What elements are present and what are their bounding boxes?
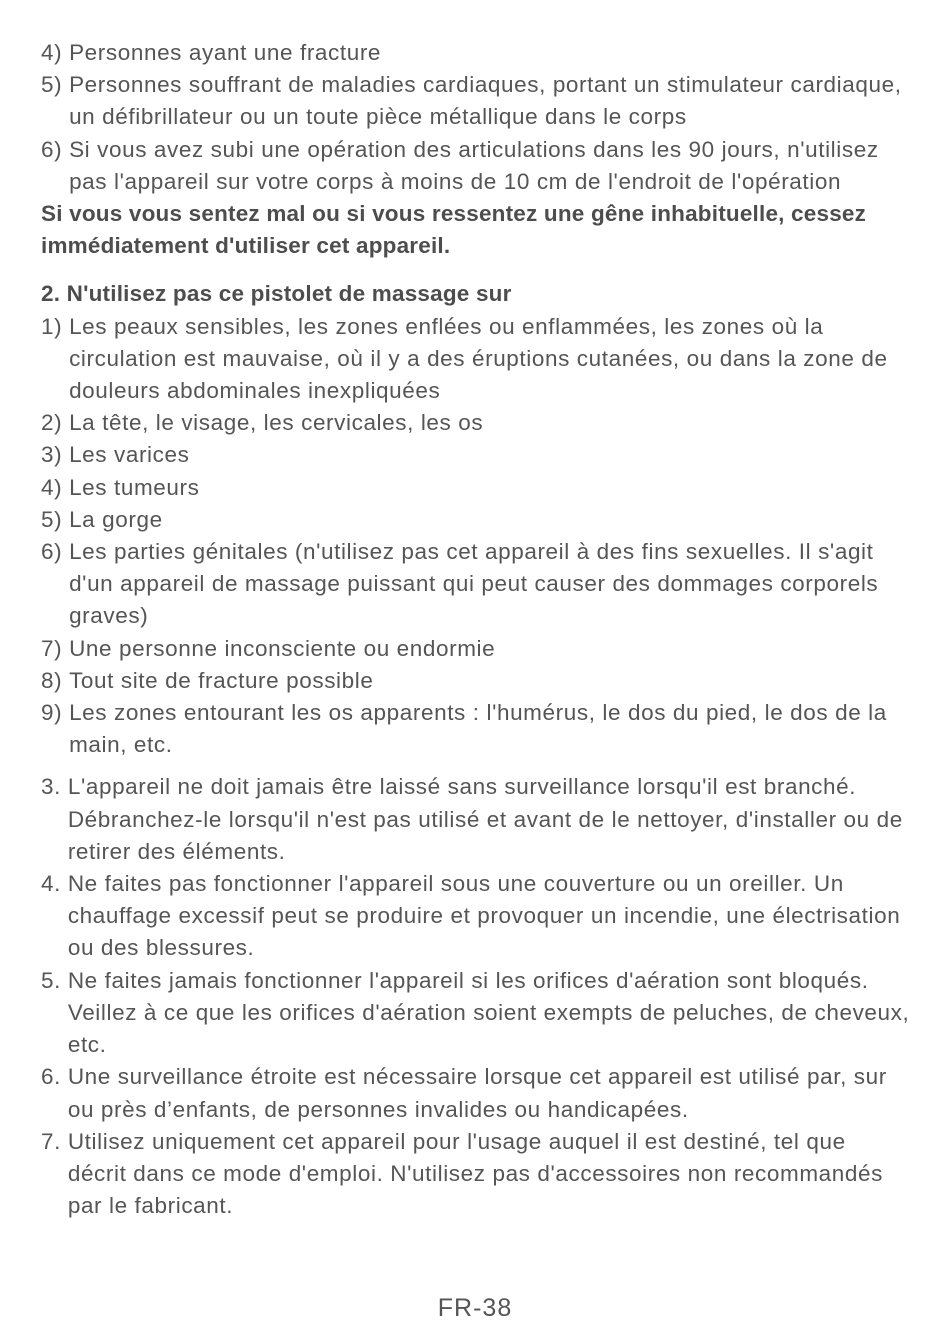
list-item [41, 134, 911, 198]
list-item-number: 5) [41, 506, 70, 532]
instruction-text: Utilisez uniquement cet appareil pour l'usage auquel il est destiné, tel que décrit dans ce mode d'emploi. N'utilisez pas d'accessoires non recommandés par le fabricant. [67, 1128, 883, 1219]
instruction-text: Ne faites pas fonctionner l'appareil sous une couverture ou un oreiller. Un chauffage excessif peut se produire et provoquer un incendie, une électrisation ou des blessures. [67, 871, 901, 961]
list-item [41, 504, 911, 536]
warning-text: Si vous vous sentez mal ou si vous ressentez une gêne inhabituelle, cessez immédiatement d'utiliser cet appareil. [41, 201, 867, 259]
numbered-instructions [41, 771, 911, 1222]
list-item-number: 1) [41, 313, 70, 339]
list-item [41, 37, 911, 69]
list-item-number: 8) [41, 667, 70, 693]
instruction-number: 3. [41, 774, 68, 800]
list-item [41, 407, 911, 439]
list-item-text: Tout site de fracture possible [69, 667, 374, 693]
list-item [41, 311, 911, 408]
manual-page [41, 37, 911, 1222]
list-item-number: 5) [41, 72, 70, 98]
list-item-number: 7) [41, 635, 70, 661]
list-item-text: Une personne inconsciente ou endormie [69, 635, 496, 661]
page-number: FR-38 [437, 1294, 513, 1322]
list-item-text: La tête, le visage, les cervicales, les os [69, 410, 484, 436]
list-item-text: Si vous avez subi une opération des articulations dans les 90 jours, n'utilisez pas l'appareil sur votre corps à moins de 10 cm de l'endroit de l'opération [69, 136, 879, 194]
list-item-number: 4) [41, 40, 70, 65]
instruction-item [41, 868, 911, 965]
contraindication-list [41, 37, 911, 198]
list-item-number: 4) [41, 474, 70, 500]
list-item [41, 69, 911, 133]
instruction-item [41, 1126, 911, 1223]
list-item [41, 472, 911, 504]
list-item-number: 2) [41, 410, 70, 436]
do-not-use-list [41, 311, 911, 762]
list-item-text: Personnes souffrant de maladies cardiaques, portant un stimulateur cardiaque, un défibrillateur ou un toute pièce métallique dans le corps [69, 72, 902, 130]
list-item-number: 6) [41, 136, 70, 162]
list-item-text: Les varices [69, 442, 190, 468]
instruction-text: Une surveillance étroite est nécessaire lorsque cet appareil est utilisé par, sur ou près d’enfants, de personnes invalides ou handicapées. [67, 1064, 887, 1122]
instruction-text: L'appareil ne doit jamais être laissé sans surveillance lorsqu'il est branché. Débranchez-le lorsqu'il n'est pas utilisé et avant de le nettoyer, d'installer ou de retirer des éléments. [67, 774, 903, 864]
list-item-text: Les tumeurs [69, 474, 200, 500]
list-item-text: Les zones entourant les os apparents : l'humérus, le dos du pied, le dos de la main, etc. [69, 700, 887, 758]
list-item [41, 536, 911, 633]
instruction-item [41, 1061, 911, 1125]
list-item-text: La gorge [69, 506, 163, 532]
instruction-number: 6. [41, 1064, 68, 1090]
list-item-text: Personnes ayant une fracture [69, 40, 382, 65]
instruction-item [41, 965, 911, 1062]
instruction-item [41, 771, 911, 868]
instruction-number: 5. [41, 967, 68, 993]
section-heading: 2. N'utilisez pas ce pistolet de massage sur [41, 281, 512, 307]
list-item-number: 9) [41, 700, 70, 726]
list-item-text: Les parties génitales (n'utilisez pas cet appareil à des fins sexuelles. Il s'agit d'un appareil de massage puissant qui peut causer des dommages corporels graves) [69, 539, 879, 629]
list-item [41, 633, 911, 665]
list-item [41, 665, 911, 697]
instruction-number: 7. [41, 1128, 68, 1154]
list-item [41, 439, 911, 471]
list-item-number: 6) [41, 539, 70, 565]
list-item-number: 3) [41, 442, 70, 468]
list-item [41, 697, 911, 761]
instruction-text: Ne faites jamais fonctionner l'appareil si les orifices d'aération sont bloqués. Veillez à ce que les orifices d'aération soient exempts de peluches, de cheveux, etc. [67, 967, 910, 1058]
list-item-text: Les peaux sensibles, les zones enflées ou enflammées, les zones où la circulation est mauvaise, où il y a des éruptions cutanées, ou dans la zone de douleurs abdominales inexpliquées [69, 313, 888, 404]
instruction-number: 4. [41, 871, 68, 897]
